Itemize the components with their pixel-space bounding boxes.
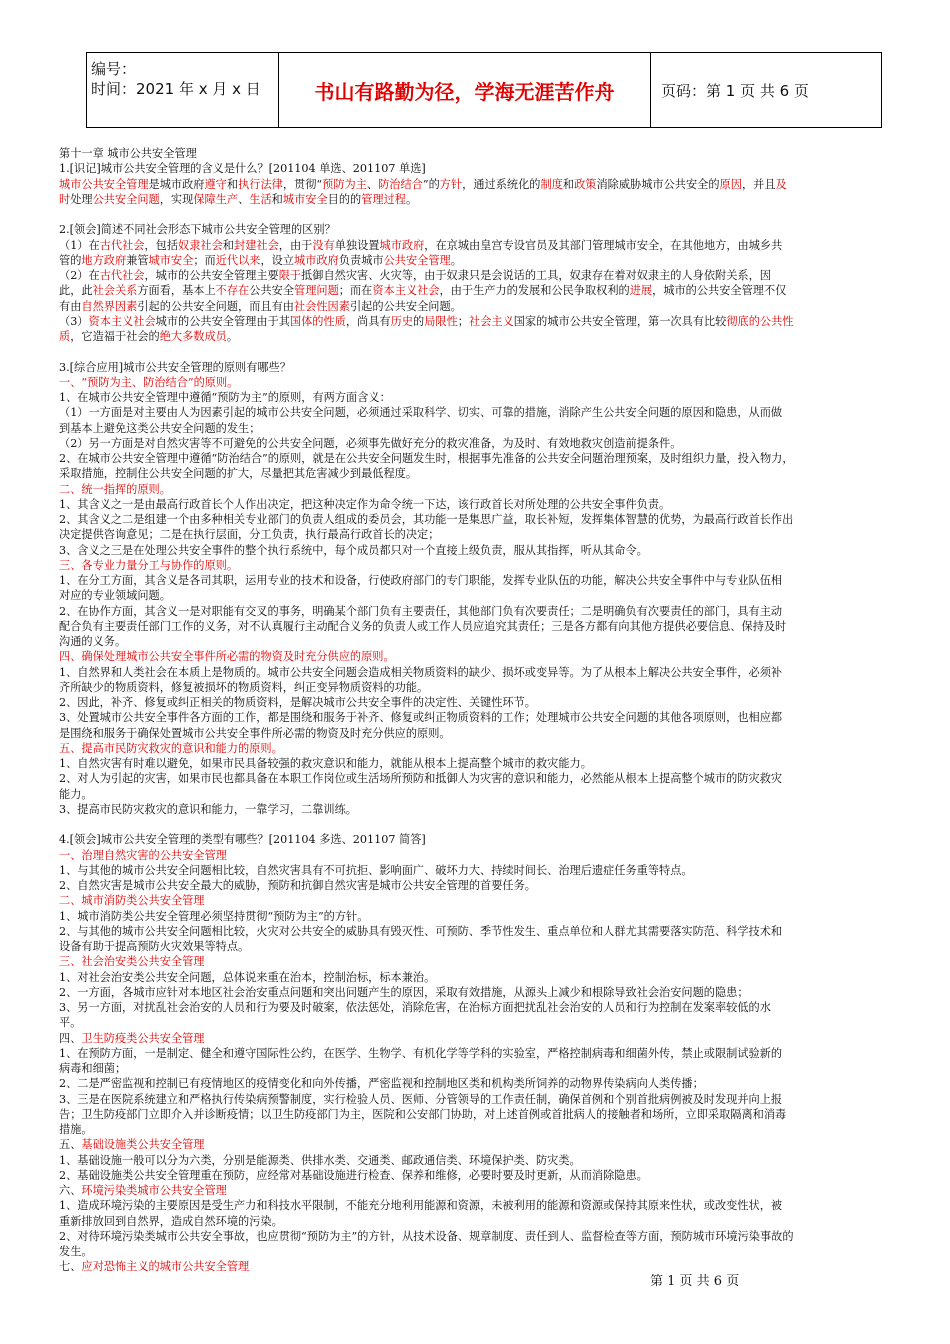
body-text: 的 [413,314,425,328]
header-motto: 书山有路勤为径，学海无涯苦作舟 [279,53,651,127]
emphasis-text: 政策 [574,177,597,191]
body-text: 第十一章 城市公共安全管理 [59,147,197,160]
header-page-number: 页码：第 1 页 共 6 页 [661,81,809,100]
body-text: 2、对人为引起的灾害，如果市民也都具备在本职工作岗位或生活场所预防和抵御人为灾害的意识和能力，必然能从根本上提高整个城市的防灾救灾 [59,772,783,786]
body-text: 、 [366,177,379,191]
text-line [59,390,891,405]
emphasis-text: 制度 [540,177,563,191]
body-text: 3、三是在医院系统建立和严格执行传染病预警制度，实行检验人员、医师、分管领导的工作责任制，确保首例和个别首批病例被及时发现并向上报 [59,1092,783,1106]
emphasis-text: 不存在 [215,284,250,298]
emphasis-text: 卫生防疫类公共安全管理 [81,1031,205,1045]
body-text: 国家的城市公共安全管理，第一次具有比较 [513,314,727,328]
text-line [59,909,891,924]
emphasis-text: 没有 [312,238,335,252]
emphasis-text: 地方政府 [81,253,127,267]
text-line [59,604,891,619]
text-line [59,146,891,161]
emphasis-text: 生活 [249,192,272,206]
body-text: 2、对待环境污染类城市公共安全事故，也应贯彻“预防为主”的方针，从技术设备、规章制度、责任到人、监督检查等方面，预防城市环境污染事故的 [59,1229,794,1243]
body-text: 兼管 [126,253,149,267]
body-text: 3、处置城市公共安全事件各方面的工作，都是围绕和服务于补齐、修复或纠正物质资料的工作；处理城市公共安全问题的其他各项原则，也相应都 [59,711,783,725]
body-text: ”的 [422,177,440,191]
body-text: 告；卫生防疫部门立即介入并诊断疫情；以卫生防疫部门为主，医院和公安部门协助，对上述首例或首批病人的接触者和场所，立即采取隔离和消毒 [59,1107,787,1121]
text-line [59,466,891,481]
body-text: 和 [222,238,234,252]
emphasis-text: 彻底的公共性 [726,314,794,328]
text-line [59,573,891,588]
text-line [59,360,891,375]
emphasis-text: 、 [131,375,144,389]
text-line [59,1259,891,1274]
body-text: 3、提高市民防灾救灾的意识和能力，一靠学习，二靠训练。 [59,802,357,816]
emphasis-text: 公共安全问题 [92,192,160,206]
text-line [59,832,891,847]
body-text: 3、另一方面，对扰乱社会治安的人员和行为要及时破案，依法惩处，消除危害，在治标方面把扰乱社会治安的人员和行为控制在发案率较低的水 [59,1001,771,1014]
emphasis-text: 绝大多数成员 [159,330,227,343]
emphasis-text: 城市政府 [379,238,425,252]
body-text: 五、 [59,1138,82,1152]
emphasis-text: 防治结合 [143,375,188,389]
text-line [59,1198,891,1213]
text-line [59,954,891,969]
text-line [59,512,891,527]
body-text: （2）在 [59,269,100,282]
text-line [59,1122,891,1137]
body-text: 发生。 [59,1245,93,1258]
body-text: 此，此 [59,284,93,298]
text-line [59,726,891,741]
body-text: ，由于 [278,238,313,252]
text-line [59,1076,891,1091]
body-text: 2、基础设施类公共安全管理重在预防，应经常对基础设施进行检查、保养和维修，必要时要及时更新，从而消除隐患。 [59,1168,648,1182]
emphasis-text: 应对恐怖主义的城市公共安全管理 [81,1260,250,1274]
emphasis-text: 近代以来 [215,253,261,267]
body-text: 公共安全 [249,284,295,298]
text-line [59,985,891,1000]
emphasis-text: 预防为主 [87,375,132,389]
body-text: ，城市的公共安全管理主要 [144,269,279,282]
emphasis-text: 城市公共安全管理 [59,177,149,191]
text-line [59,497,891,512]
body-text: 和 [271,192,283,206]
body-text: ，在京城由皇宫专设官员及其部门管理城市安全，在其他地方，由城乡共 [424,238,783,252]
body-text: 1、其含义之一是由最高行政首长个人作出决定，把这种决定作为命令统一下达，该行政首长对所处理的公共安全事件负责。 [59,497,671,511]
body-text: 目的的 [327,192,362,206]
text-line [59,405,891,420]
text-line [59,1183,891,1198]
text-line [59,543,891,558]
body-text: （1）一方面是对主要由人为因素引起的城市公共安全问题，必须通过采取科学、切实、可靠的措施，消除产生公共安全问题的原因和隐患，从而做 [59,406,783,420]
emphasis-text: 资本主义社会 [88,314,156,328]
body-text: 2、与其他的城市公共安全问题相比较，火灾对公共安全的威胁具有毁灭性、可预防、季节性发生、重点单位和人群尤其需要落实防范、科学技术和 [59,924,783,938]
emphasis-text: 社会主义 [469,314,514,328]
text-line [59,451,891,466]
document-number: 编号： [91,60,137,78]
body-text: 负责城市 [338,253,384,267]
emphasis-text: 防治结合 [378,177,423,191]
emphasis-text: 二、城市消防类公共安全管理 [59,894,205,908]
text-line [59,161,891,176]
text-line [59,1137,891,1152]
text-line [59,878,891,893]
blank-line [59,817,891,832]
text-line [59,421,891,436]
text-line [59,1107,891,1122]
emphasis-text: 城市安全 [282,192,328,206]
body-text: 1、自然界和人类社会在本质上是物质的。城市公共安全问题会造成相关物质资料的缺少、损坏或变异等。为了从根本上解决公共安全事件，必须补 [59,665,783,679]
body-text: 1、城市消防类公共安全管理必须坚持贯彻“预防为主”的方针。 [59,909,369,923]
emphasis-text: 环境污染类城市公共安全管理 [81,1184,227,1197]
body-text: 3、含义之三是在处理公共安全事件的整个执行系统中，每个成员都只对一个直接上级负责，服从其指挥，听从其命令。 [59,543,648,557]
body-text: 方面看，基本上 [137,284,216,298]
emphasis-text: 限于 [278,269,302,282]
body-text: 3.[综合应用]城市公共安全管理的原则有哪些？ [59,360,291,374]
emphasis-text: 社会性因素 [293,299,350,313]
body-text: 1、基础设施一般可以分为六类，分别是能源类、供排水类、交通类、邮政通信类、环境保护类、防灾类。 [59,1153,581,1167]
emphasis-text: 城市安全 [148,253,194,267]
emphasis-text: 遵守 [204,177,227,191]
text-line [59,893,891,908]
document-time: 时间：2021 年 x 月 x 日 [91,80,261,98]
body-text: 能力。 [59,787,93,801]
body-text: 抵御自然灾害、火灾等，由于奴隶只是会说话的工具，奴隶存在着对奴隶主的人身依附关系，因 [301,269,771,282]
body-text: 病毒和细菌； [59,1062,127,1075]
text-line [59,1214,891,1229]
text-line [59,771,891,786]
text-line [59,680,891,695]
emphasis-text: 时 [59,192,71,206]
text-line [59,375,891,390]
body-text: 。 [226,330,239,343]
emphasis-text: 历史 [390,314,414,328]
body-text: 。 [450,253,462,267]
body-text: 2、其含义之二是组建一个由多种相关专业部门的负责人组成的委员会，其功能一是集思广益，取长补短，发挥集体智慧的优势，为最高行政首长作出 [59,513,794,526]
emphasis-text: 基础设施类公共安全管理 [81,1138,205,1152]
body-text: 引起的公共安全问题。 [349,299,462,313]
text-line [59,1046,891,1061]
body-text: 决定提供咨询意见；二是在执行层面，分工负责，执行最高行政首长的决定； [59,528,440,542]
body-text: 设备有助于提高预防火灾效果等特点。 [59,940,250,953]
text-line [59,253,891,268]
blank-line [59,207,891,222]
emphasis-text: 管理问题 [294,284,339,298]
body-text: 2、因此，补齐、修复或纠正相关的物质资料，是解决城市公共安全事件的决定性、关键性环节。 [59,696,536,709]
text-line [59,695,891,710]
emphasis-text: 原因 [719,177,742,191]
text-line [59,1000,891,1015]
text-line [59,299,891,314]
emphasis-text: 公共安全管理 [383,253,451,267]
text-line [59,787,891,802]
body-text: ，并且 [741,177,776,191]
body-text: ；而在 [338,284,373,298]
text-line [59,482,891,497]
body-text: 单独设置 [334,238,380,252]
body-text: 1、在预防方面，一是制定、健全和遵守国际性公约，在医学、生物学、有机化学等学科的实验室，严格控制病毒和细菌外传，禁止或限制试验新的 [59,1046,783,1060]
body-text: 1、在城市公共安全管理中遵循“预防为主”的原则，有两方面含义： [59,391,391,404]
body-text: 城市的公共安全管理由于其 [155,314,290,328]
emphasis-text: 奴隶社会 [178,238,223,252]
body-text: 对应的专业领域问题。 [59,589,171,603]
body-text: ，贯彻“ [282,177,323,191]
emphasis-text: 局限性 [424,314,458,328]
text-line [59,924,891,939]
text-line [59,848,891,863]
text-line [59,863,891,878]
body-text: 消除威胁城市公共安全的 [596,177,720,191]
body-text: ，包括 [144,238,179,252]
body-text: ，通过系统化的 [462,177,541,191]
text-line [59,558,891,573]
text-line [59,314,891,329]
body-text: ；而 [193,253,216,267]
emphasis-text: 进展 [629,284,653,298]
page-footer: 第 1 页 共 6 页 [650,1274,740,1289]
text-line [59,588,891,603]
body-text: （1）在 [59,238,100,252]
emphasis-text: 质 [59,330,71,343]
body-text: 六、 [59,1184,82,1197]
text-line [59,634,891,649]
body-text: 和 [226,177,239,191]
text-line [59,665,891,680]
body-text: 2、二是严密监视和控制已有疫情地区的疫情变化和向外传播，严密监视和控制地区类和机构类所饲养的动物界传染病向人类传播； [59,1077,704,1091]
text-line [59,649,891,664]
body-text: 2、一方面，各城市应针对本地区社会治安重点问题和突出问题产生的原因，采取有效措施，从源头上减少和根除导致社会治安问题的隐患； [59,985,749,999]
body-text: 七、 [59,1260,82,1274]
emphasis-text: 国体的性质 [289,314,346,328]
text-line [59,222,891,237]
text-line [59,238,891,253]
body-text: 配合负有主要责任部门工作的义务，对不认真履行主动配合义务的负责人或工作人员应追究其责任；三是各方都有向其他方提供必要信息、保持及时 [59,619,787,633]
header-info [87,53,279,127]
body-text: 。 [405,192,418,206]
body-text: 齐所缺少的物质资料，修复被损坏的物质资料，纠正变异物质资料的功能。 [59,680,429,694]
body-text: 1、与其他的城市公共安全问题相比较，自然灾害具有不可抗拒、影响面广、破坏力大、持续时间长、治理后遗症任务重等特点。 [59,863,693,877]
body-text: ，设立 [260,253,295,267]
text-line [59,436,891,451]
text-line [59,970,891,985]
body-text: ，由于生产力的发展和公民争取权利的 [439,284,630,298]
text-line [59,1031,891,1046]
text-line [59,1015,891,1030]
text-line [59,1244,891,1259]
body-text: 4.[领会]城市公共安全管理的类型有哪些？[201104 多选、201107 简答] [59,833,426,847]
body-text: 1、造成环境污染的主要原因是受生产力和科技水平限制，不能充分地利用能源和资源，未被利用的能源和资源或保持其原来性状，或改变性状，被 [59,1199,783,1213]
page-header [86,52,882,128]
text-line [59,527,891,542]
body-text: 措施。 [59,1123,93,1136]
body-text: 2、自然灾害是城市公共安全最大的威胁，预防和抗御自然灾害是城市公共安全管理的首要任务。 [59,879,536,892]
body-text: 重新排放回到自然界，造成自然环境的污染。 [59,1214,283,1228]
body-text: 是围绕和服务于确保处置城市公共安全事件所必需的物资及时充分供应的原则。 [59,726,451,740]
blank-line [59,344,891,359]
text-line [59,619,891,634]
text-line [59,1153,891,1168]
emphasis-text: 方针 [439,177,463,191]
emphasis-text: 四、确保处理城市公共安全事件所必需的物资及时充分供应的原则。 [59,650,395,664]
body-text: ，实现 [159,192,194,206]
body-text: ，城市的公共安全管理不仅 [652,284,787,298]
text-line [59,939,891,954]
emphasis-text: 及 [775,177,787,191]
body-text: 、 [238,192,250,206]
emphasis-text: 自然界因素 [81,299,138,313]
emphasis-text: 五、提高市民防灾救灾的意识和能力的原则。 [59,741,283,755]
body-text: ，尚具有 [345,314,391,328]
body-text: （3） [59,314,89,328]
body-text: 1、自然灾害有时难以避免，如果市民具备较强的救灾意识和能力，就能从根本上提高整个城市的救灾能力。 [59,757,592,770]
body-text: 2.[领会]简述不同社会形态下城市公共安全管理的区别？ [59,223,336,237]
body-text: 四、 [59,1031,82,1045]
body-text: 采取措施，控制住公共安全问题的扩大，尽量把其危害减少到最低程度。 [59,467,418,481]
body-text: 有由 [59,299,82,313]
emphasis-text: 资本主义社会 [372,284,440,298]
body-text: 是城市政府 [148,177,205,191]
body-text: 2、在协作方面，其含义一是对职能有交叉的事务，明确某个部门负有主要责任，其他部门负有次要责任；二是明确负有次要责任的部门，具有主动 [59,604,783,618]
emphasis-text: 城市政府 [294,253,339,267]
body-text: 处理 [70,192,93,206]
emphasis-text: 三、各专业力量分工与协作的原则。 [59,558,239,572]
body-text: （2）另一方面是对自然灾害等不可避免的公共安全问题，必须事先做好充分的救灾准备，为及时、有效地救灾创造前提条件。 [59,436,682,450]
emphasis-text: 古代社会 [99,238,145,252]
text-line [59,268,891,283]
body-text: 1、对社会治安类公共安全问题，总体说来重在治本，控制治标，标本兼治。 [59,970,436,984]
text-line [59,1061,891,1076]
text-line [59,741,891,756]
emphasis-text: 管理过程 [361,192,406,206]
emphasis-text: 封建社会 [234,238,279,252]
emphasis-text: 三、社会治安类公共安全管理 [59,955,205,969]
body-text: 1.[识记]城市公共安全管理的含义是什么？[201104 单选、201107 单选] [59,162,426,176]
text-line [59,329,891,344]
text-line [59,192,891,207]
body-text: 管的 [59,253,82,267]
emphasis-text: 预防为主 [322,177,367,191]
body-text: ； [457,314,469,328]
text-line [59,283,891,298]
emphasis-text: 古代社会 [99,269,145,282]
emphasis-text: 社会关系 [92,284,138,298]
body-text: 1、在分工方面，其含义是各司其职，运用专业的技术和设备，行使政府部门的专门职能，发挥专业队伍的功能，解决公共安全事件中与专业队伍相 [59,574,783,587]
text-line [59,756,891,771]
emphasis-text: 一、 [59,848,82,862]
emphasis-text: 保障生产 [193,192,239,206]
document-body [59,146,891,1275]
body-text: 和 [562,177,575,191]
body-text: 平。 [59,1016,82,1030]
text-line [59,1092,891,1107]
emphasis-text: ”的原则。 [187,375,239,389]
body-text: ，它造福于社会的 [70,330,160,343]
text-line [59,1229,891,1244]
body-text: 到基本上避免这类公共安全问题的发生； [59,421,261,435]
emphasis-text: 执行法律 [238,177,283,191]
text-line [59,177,891,192]
text-line [59,710,891,725]
text-line [59,1168,891,1183]
body-text: 沟通的义务。 [59,635,127,648]
emphasis-text: 一、“ [59,375,88,389]
body-text: 引起的公共安全问题，而且有由 [137,299,294,313]
emphasis-text: 治理自然灾害的公共安全管理 [81,848,227,862]
emphasis-text: 二、统一指挥的原则。 [59,482,171,496]
body-text: 2、在城市公共安全管理中遵循“防治结合”的原则，就是在公共安全问题发生时，根据事先准备的公共安全问题治理预案，及时组织力量，投入物力， [59,452,794,465]
text-line [59,802,891,817]
